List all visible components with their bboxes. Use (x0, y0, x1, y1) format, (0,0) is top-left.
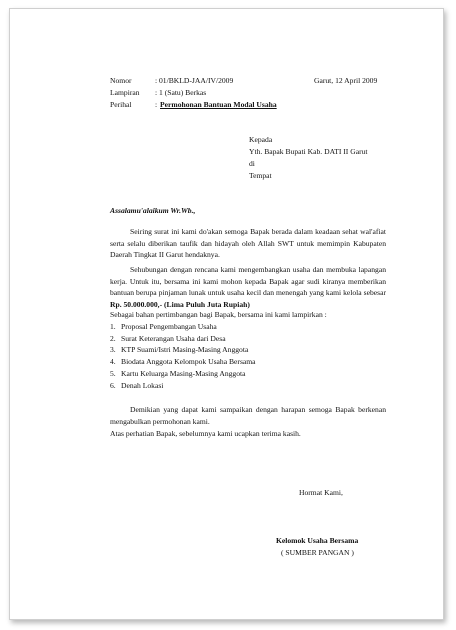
list-item-text: Surat Keterangan Usaha dari Desa (121, 333, 226, 343)
list-item-text: Denah Lokasi (121, 380, 164, 390)
body-paragraph-1-text: Seiring surat ini kami do'akan semoga Bapak berada dalam keadaan sehat wal'afiat serta selalu diberikan taufik dan hidayah oleh Allah SWT untuk memimpin Kabupaten Daerah Tingkat II Garut hendaknya. (110, 227, 386, 259)
regards-text: Hormat Kami, (299, 488, 343, 497)
nomor-label: Nomor (110, 76, 132, 85)
recipient-line-4: Tempat (249, 171, 272, 180)
list-item-text: Proposal Pengembangan Usaha (121, 322, 217, 331)
list-item (110, 333, 256, 345)
list-item (110, 344, 256, 356)
list-item-text: Biodata Anggota Kelompok Usaha Bersama (121, 357, 256, 367)
signature-org-sub: ( SUMBER PANGAN ) (281, 548, 354, 557)
letter-date: Garut, 12 April 2009 (314, 76, 378, 85)
body-paragraph-2-text: Sehubungan dengan rencana kami mengembangkan usaha dan membuka lapangan kerja. Untuk itu, bersama ini kami mohon kepada Bapak agar sudi kiranya memberikan bantuan berupa pinjaman lunak untuk usaha kecil dan menengah yang kami kelola sebesar (110, 265, 386, 297)
closing-paragraph-1-text: Demikian yang dapat kami sampaikan dengan harapan semoga Bapak berkenan mengabulkan permohonan kami. (110, 405, 386, 426)
perihal-value: Permohonan Bantuan Modal Usaha (160, 100, 277, 109)
perihal-colon: : (155, 100, 158, 109)
nomor-value: : 01/BKLD-JAA/IV/2009 (155, 76, 234, 85)
body-paragraph-2 (110, 264, 386, 310)
closing-paragraph-2: Atas perhatian Bapak, sebelumnya kami ucapkan terima kasih. (110, 429, 301, 438)
list-item (110, 321, 256, 333)
list-item-number: 3. (110, 345, 116, 355)
loan-amount: Rp. 50.000.000,- (Lima Puluh Juta Rupiah) (110, 299, 250, 309)
list-item (110, 380, 256, 392)
list-item-number: 6. (110, 380, 116, 390)
lampiran-value: : 1 (Satu) Berkas (155, 88, 207, 97)
list-item-number: 2. (110, 333, 116, 343)
list-item (110, 356, 256, 368)
list-item-number: 4. (110, 357, 116, 367)
signature-org-name: Kelomok Usaha Bersama (276, 536, 359, 545)
attachments-list (110, 321, 256, 391)
recipient-line-1: Kepada (249, 135, 273, 144)
list-item-number: 5. (110, 368, 116, 378)
list-item-text: Kartu Keluarga Masing-Masing Anggota (121, 368, 246, 378)
body-paragraph-1 (110, 226, 386, 261)
list-item-text: KTP Suami/Istri Masing-Masing Anggota (121, 345, 249, 355)
recipient-line-3: di (249, 159, 255, 168)
closing-paragraph-1 (110, 404, 386, 427)
greeting: Assalamu'alaikum Wr.Wb., (110, 206, 196, 215)
list-item-number: 1. (110, 322, 116, 331)
perihal-label: Perihal (110, 100, 132, 109)
recipient-line-2: Yth. Bapak Bupati Kab. DATI II Garut (249, 147, 368, 156)
body-paragraph-3: Sebagai bahan pertimbangan bagi Bapak, bersama ini kami lampirkan : (110, 310, 327, 319)
list-item (110, 368, 256, 380)
lampiran-label: Lampiran (110, 88, 140, 97)
